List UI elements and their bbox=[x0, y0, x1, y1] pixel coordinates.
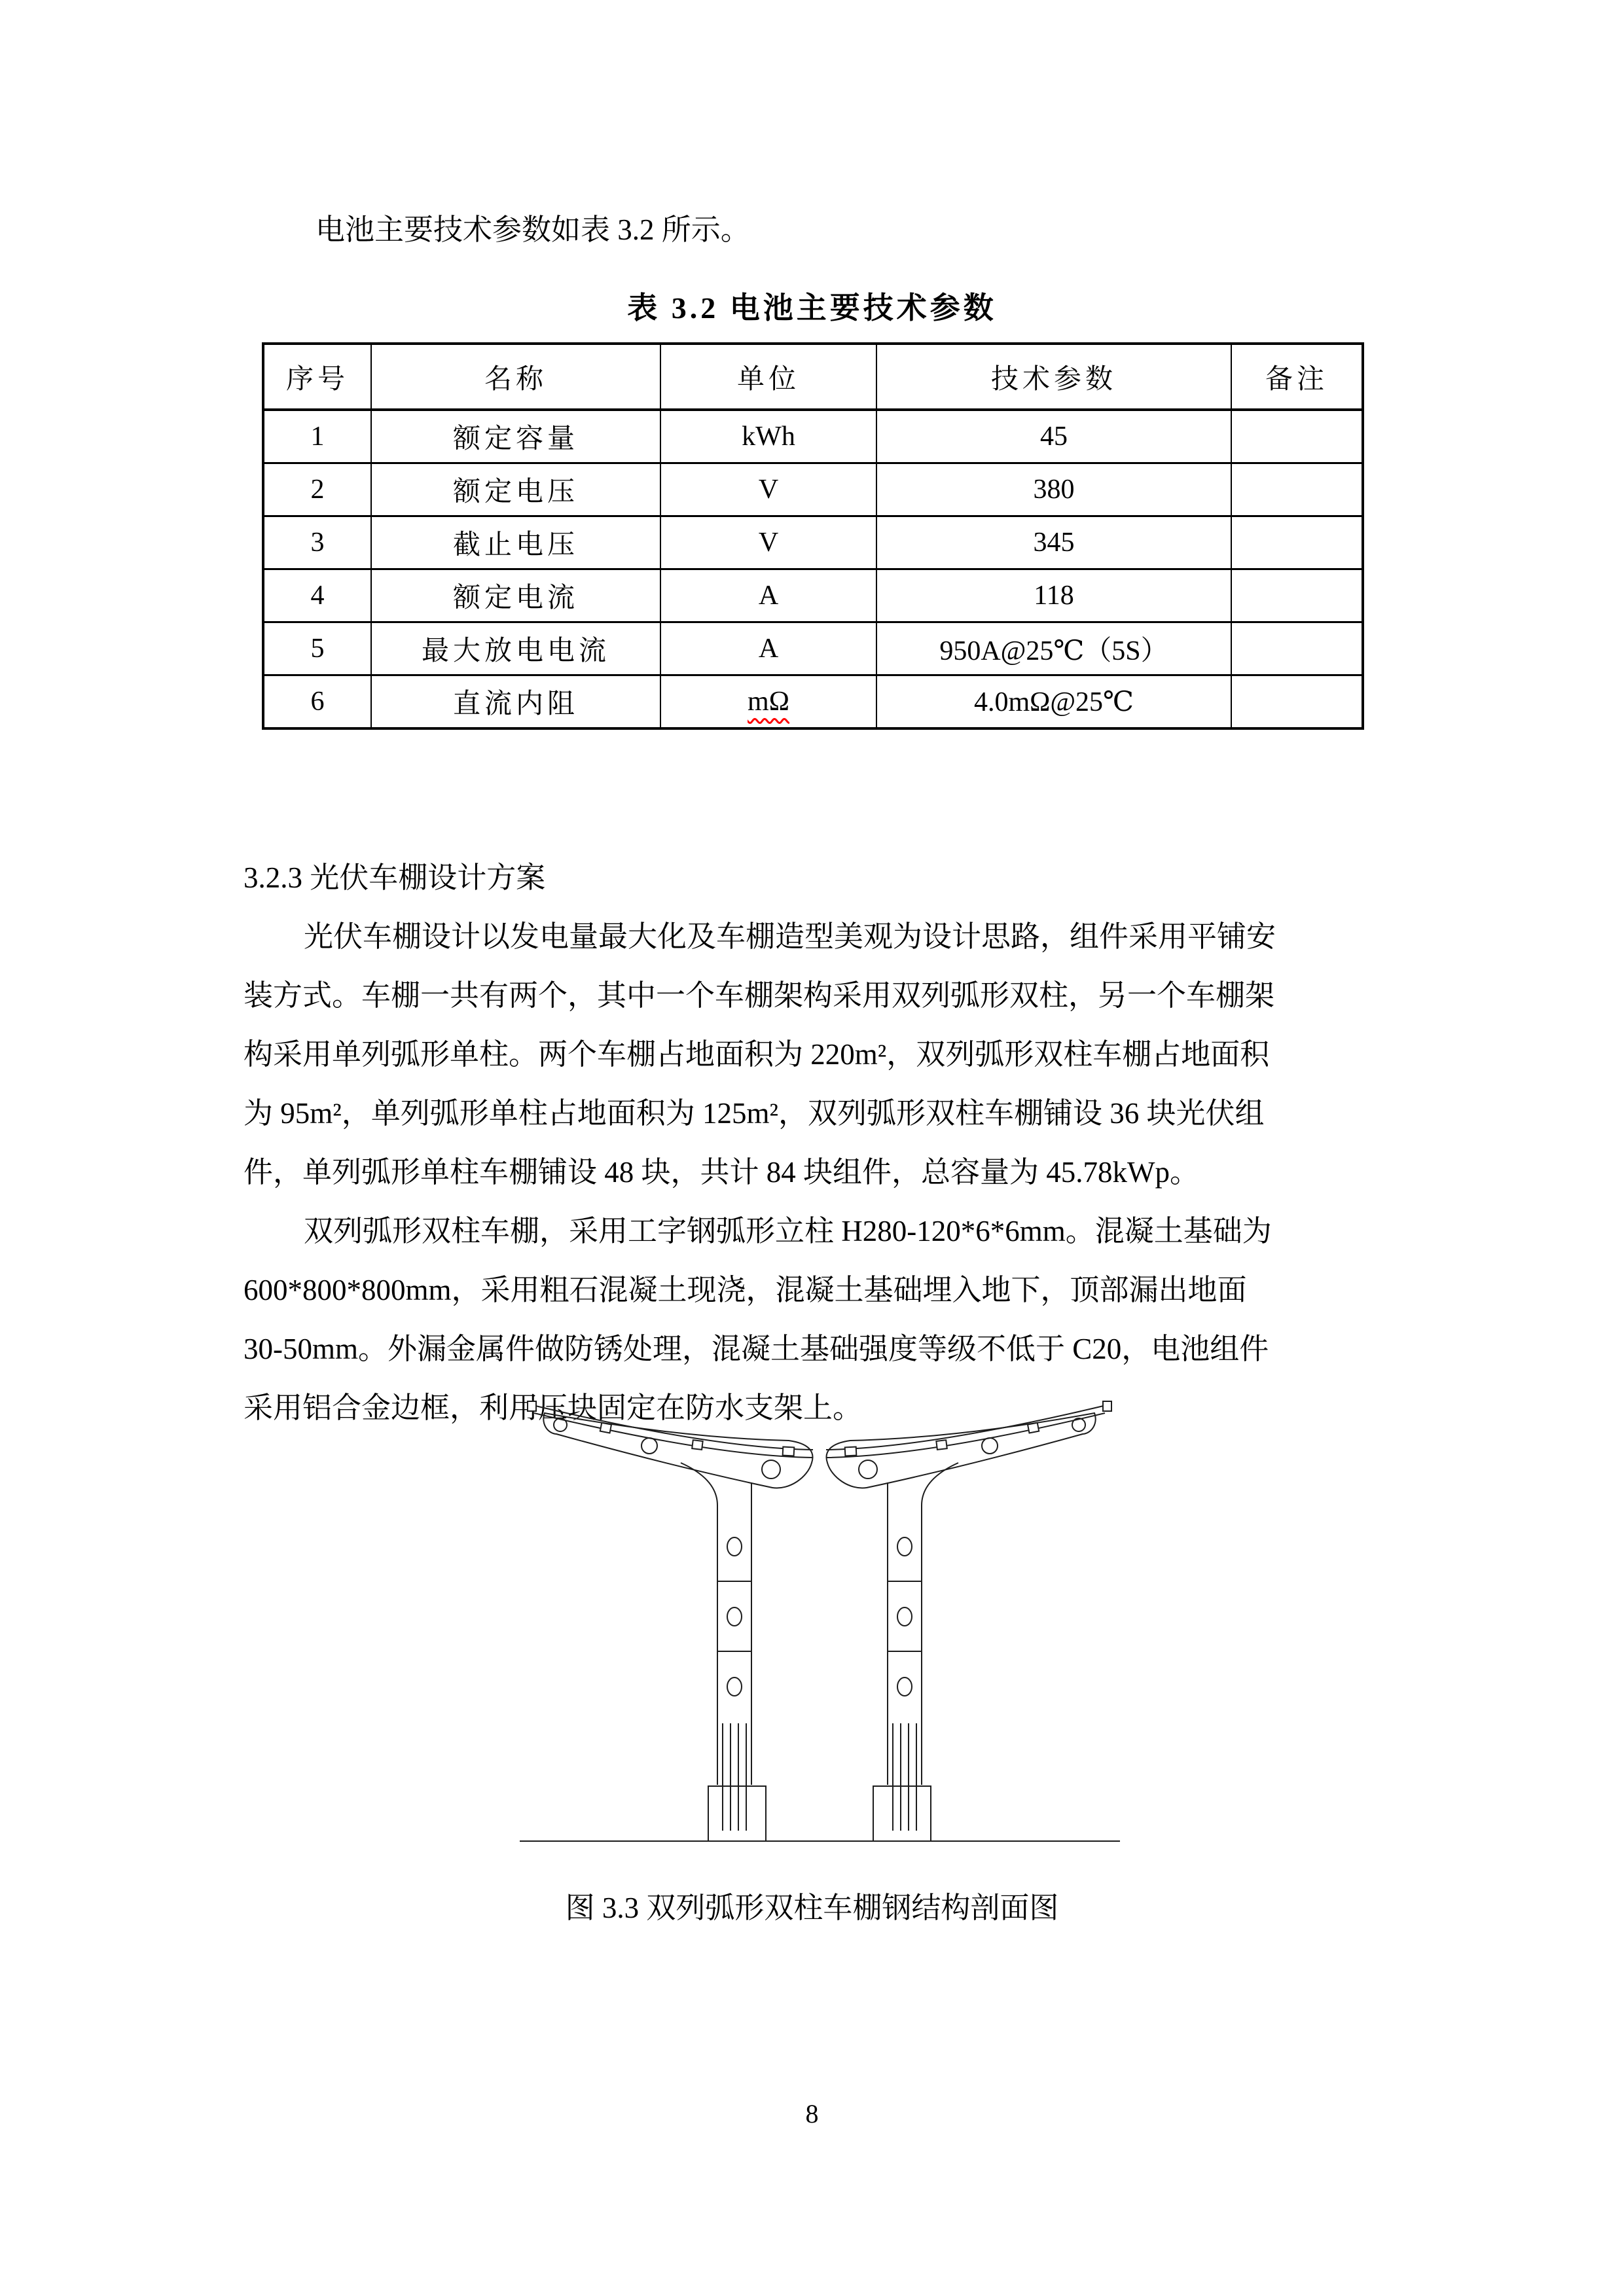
paragraph-line: 双列弧形双柱车棚，采用工字钢弧形立柱 H280-120*6*6mm。混凝土基础为 bbox=[304, 1215, 1272, 1247]
header-unit: 单位 bbox=[660, 344, 876, 410]
cell-value: 380 bbox=[876, 463, 1231, 516]
cell-no: 3 bbox=[263, 516, 371, 569]
cell-note bbox=[1231, 622, 1363, 675]
cell-note bbox=[1231, 569, 1363, 622]
battery-parameters-table bbox=[262, 342, 1364, 730]
cell-name: 额定容量 bbox=[371, 410, 660, 463]
cell-name: 直流内阻 bbox=[371, 675, 660, 729]
cell-value: 4.0mΩ@25℃ bbox=[876, 675, 1231, 729]
header-note: 备注 bbox=[1231, 344, 1363, 410]
cell-unit: V bbox=[660, 463, 876, 516]
table-row bbox=[263, 675, 1363, 729]
header-no: 序号 bbox=[263, 344, 371, 410]
cell-no: 5 bbox=[263, 622, 371, 675]
cell-value: 950A@25℃（5S） bbox=[876, 622, 1231, 675]
paragraph-line: 装方式。车棚一共有两个，其中一个车棚架构采用双列弧形双柱，另一个车棚架 bbox=[244, 979, 1275, 1012]
table-row bbox=[263, 569, 1363, 622]
cell-value: 45 bbox=[876, 410, 1231, 463]
cell-note bbox=[1231, 463, 1363, 516]
carport-section-drawing bbox=[517, 1397, 1123, 1849]
cell-note bbox=[1231, 516, 1363, 569]
figure-caption: 图 3.3 双列弧形双柱车棚钢结构剖面图 bbox=[565, 1892, 1059, 1924]
table-title: 表 3.2 电池主要技术参数 bbox=[627, 291, 997, 325]
table-row bbox=[263, 463, 1363, 516]
cell-name: 最大放电电流 bbox=[371, 622, 660, 675]
page-number: 8 bbox=[805, 2099, 819, 2128]
intro-text: 电池主要技术参数如表 3.2 所示。 bbox=[316, 213, 750, 246]
table-row bbox=[263, 516, 1363, 569]
body-text bbox=[244, 848, 1385, 1437]
left-structure bbox=[528, 1401, 813, 1841]
cell-no: 2 bbox=[263, 463, 371, 516]
paragraph-line: 30-50mm。外漏金属件做防锈处理，混凝土基础强度等级不低于 C20，电池组件 bbox=[244, 1333, 1269, 1365]
table-row bbox=[263, 622, 1363, 675]
paragraph-line: 光伏车棚设计以发电量最大化及车棚造型美观为设计思路，组件采用平铺安 bbox=[304, 920, 1276, 953]
cell-name: 额定电流 bbox=[371, 569, 660, 622]
cell-unit: A bbox=[660, 622, 876, 675]
right-structure bbox=[826, 1401, 1111, 1841]
cell-no: 6 bbox=[263, 675, 371, 729]
paragraph-line: 件，单列弧形单柱车棚铺设 48 块，共计 84 块组件，总容量为 45.78kWp。 bbox=[244, 1156, 1199, 1189]
paragraph-line: 采用铝合金边框，利用压块固定在防水支架上。 bbox=[244, 1391, 863, 1424]
table-header-row bbox=[263, 344, 1363, 410]
cell-no: 4 bbox=[263, 569, 371, 622]
cell-unit bbox=[660, 675, 876, 729]
cell-unit: A bbox=[660, 569, 876, 622]
header-name: 名称 bbox=[371, 344, 660, 410]
cell-name: 截止电压 bbox=[371, 516, 660, 569]
cell-value: 118 bbox=[876, 569, 1231, 622]
section-heading: 3.2.3 光伏车棚设计方案 bbox=[244, 861, 546, 894]
cell-name: 额定电压 bbox=[371, 463, 660, 516]
header-value: 技术参数 bbox=[876, 344, 1231, 410]
cell-unit: kWh bbox=[660, 410, 876, 463]
paragraph-line: 为 95m²，单列弧形单柱占地面积为 125m²，双列弧形双柱车棚铺设 36 块光伏组 bbox=[244, 1097, 1265, 1130]
table-row bbox=[263, 410, 1363, 463]
cell-unit: V bbox=[660, 516, 876, 569]
cell-value: 345 bbox=[876, 516, 1231, 569]
cell-no: 1 bbox=[263, 410, 371, 463]
paragraph-line: 600*800*800mm，采用粗石混凝土现浇，混凝土基础埋入地下，顶部漏出地面 bbox=[244, 1274, 1247, 1306]
paragraph-line: 构采用单列弧形单柱。两个车棚占地面积为 220m²，双列弧形双柱车棚占地面积 bbox=[244, 1038, 1270, 1071]
cell-note bbox=[1231, 410, 1363, 463]
spellcheck-underlined-text: mΩ bbox=[748, 687, 789, 717]
cell-note bbox=[1231, 675, 1363, 729]
